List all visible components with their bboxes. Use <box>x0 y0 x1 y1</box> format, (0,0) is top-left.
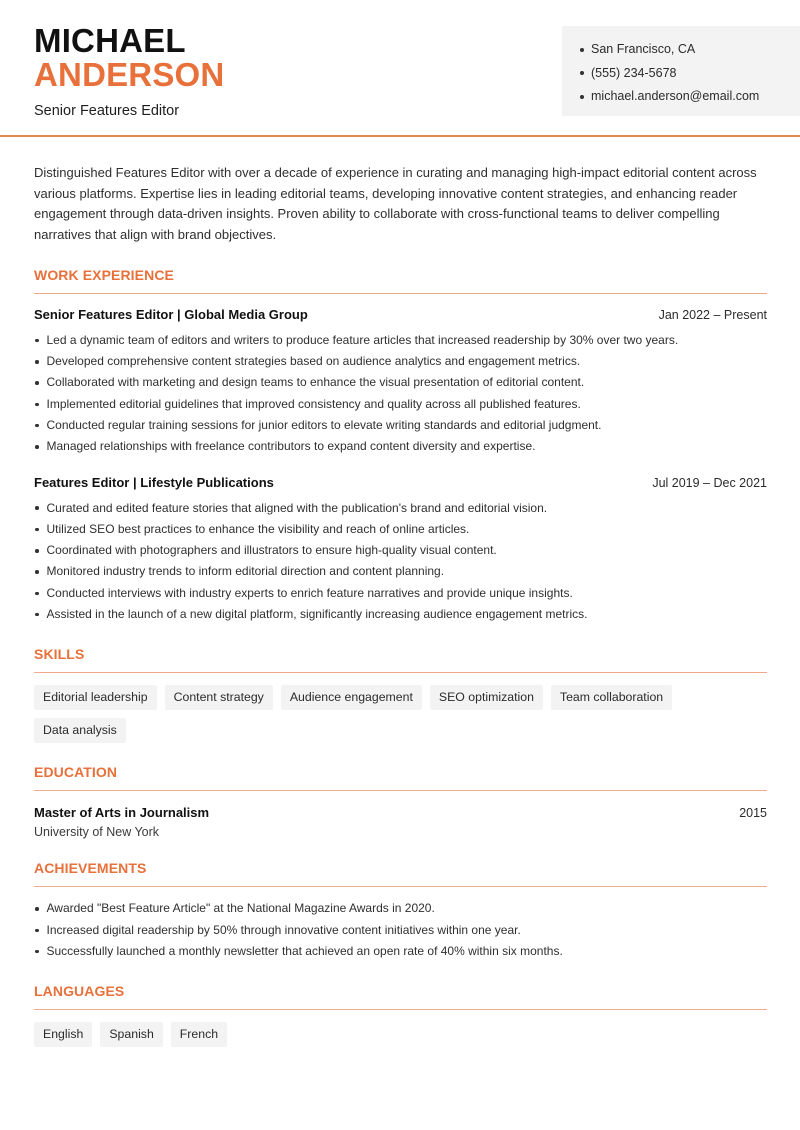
list-item <box>34 498 767 519</box>
work-experience-section <box>34 267 767 626</box>
list-item <box>34 330 767 351</box>
education-header <box>34 805 767 820</box>
bullet-icon <box>35 613 39 617</box>
job-bullets <box>34 498 767 626</box>
list-item-text: Conducted regular training sessions for junior editors to elevate writing standards and editorial judgment. <box>46 418 602 432</box>
bullet-icon <box>35 592 39 596</box>
list-item-text: Assisted in the launch of a new digital platform, significantly increasing audience engagement metrics. <box>46 607 588 622</box>
list-item <box>34 372 767 393</box>
section-heading: ACHIEVEMENTS <box>34 860 767 887</box>
job-title: Senior Features Editor <box>34 103 180 119</box>
achievements-section <box>34 860 767 962</box>
summary-paragraph: Distinguished Features Editor with over a decade of experience in curating and managing high-impact editorial content across various platforms. Expertise lies in leading editorial teams, developing innovative content strategies, and enhancing reader engagement through data-driven insights. Proven ability to collaborate with cross-functional teams to deliver compelling narratives that align with brand objectives. <box>34 165 757 243</box>
job-entry <box>34 307 767 458</box>
list-item <box>34 394 767 415</box>
education-section <box>34 764 767 839</box>
contact-location <box>580 38 800 62</box>
achievement-list <box>34 898 767 962</box>
section-heading: EDUCATION <box>34 764 767 791</box>
language-tag: Spanish <box>100 1022 162 1047</box>
list-item-text: Collaborated with marketing and design teams to enhance the visual presentation of editorial content. <box>46 375 585 390</box>
skill-tag: Team collaboration <box>551 685 672 710</box>
skill-tag: Content strategy <box>165 685 273 710</box>
list-item <box>34 436 767 457</box>
section-heading: LANGUAGES <box>34 983 767 1010</box>
list-item-text: Developed comprehensive content strategies based on audience analytics and engagement metrics. <box>46 354 581 369</box>
list-item-text: Curated and edited feature stories that aligned with the publication's brand and editorial vision. <box>46 500 548 515</box>
education-school: University of New York <box>34 825 160 840</box>
contact-email-text: michael.anderson@email.com <box>591 89 760 103</box>
list-item <box>34 920 767 941</box>
resume-body <box>0 163 800 1047</box>
bullet-icon <box>35 570 39 574</box>
job-role: Features Editor | Lifestyle Publications <box>34 474 274 490</box>
bullet-icon <box>35 549 39 553</box>
list-item <box>34 941 767 962</box>
skill-tag: Data analysis <box>34 718 126 743</box>
bullet-icon <box>35 528 39 532</box>
list-item-text: Conducted interviews with industry experts to enrich feature narratives and provide unique insights. <box>46 585 573 600</box>
list-item <box>34 561 767 582</box>
resume-header <box>0 0 800 137</box>
list-item <box>34 351 767 372</box>
list-item-text: Increased digital readership by 50% through innovative content initiatives within one year. <box>46 922 521 937</box>
job-bullets <box>34 330 767 458</box>
list-item <box>34 604 767 625</box>
languages-section <box>34 983 767 1047</box>
skill-tags <box>34 685 767 743</box>
list-item-text: Coordinated with photographers and illustrators to ensure high-quality visual content. <box>46 543 497 558</box>
bullet-icon <box>35 403 39 407</box>
bullet-icon <box>580 71 584 75</box>
contact-location-text: San Francisco, CA <box>591 42 696 56</box>
language-tags <box>34 1022 767 1047</box>
list-item-text: Implemented editorial guidelines that improved consistency and quality across all published features. <box>46 396 581 411</box>
language-tag: French <box>171 1022 227 1047</box>
name-block <box>34 24 224 119</box>
bullet-icon <box>35 339 39 343</box>
education-year: 2015 <box>739 806 767 821</box>
list-item <box>34 898 767 919</box>
skill-tag: Editorial leadership <box>34 685 157 710</box>
job-header <box>34 475 767 490</box>
list-item-text: Monitored industry trends to inform editorial direction and content planning. <box>46 564 445 579</box>
job-header <box>34 307 767 322</box>
skill-tag: SEO optimization <box>430 685 543 710</box>
last-name: ANDERSON <box>34 56 225 93</box>
bullet-icon <box>35 929 39 933</box>
job-role: Senior Features Editor | Global Media Group <box>34 306 308 322</box>
contact-email <box>580 85 800 109</box>
bullet-icon <box>35 445 39 449</box>
bullet-icon <box>35 424 39 428</box>
section-heading: SKILLS <box>34 646 767 673</box>
language-tag: English <box>34 1022 92 1047</box>
list-item-text: Led a dynamic team of editors and writers to produce feature articles that increased readership by 30% over two years. <box>46 332 679 347</box>
contact-phone <box>580 62 800 86</box>
list-item <box>34 415 767 436</box>
list-item <box>34 540 767 561</box>
bullet-icon <box>35 360 39 364</box>
job-entry <box>34 475 767 626</box>
bullet-icon <box>35 381 39 385</box>
list-item <box>34 583 767 604</box>
bullet-icon <box>35 907 39 911</box>
list-item-text: Managed relationships with freelance contributors to expand content diversity and expertise. <box>46 439 536 454</box>
job-dates: Jul 2019 – Dec 2021 <box>652 475 767 490</box>
bullet-icon <box>580 95 584 99</box>
section-heading: WORK EXPERIENCE <box>34 267 767 294</box>
contact-phone-text: (555) 234-5678 <box>591 65 677 80</box>
skills-section <box>34 646 767 743</box>
skill-tag: Audience engagement <box>281 685 422 710</box>
bullet-icon <box>35 950 39 954</box>
list-item-text: Utilized SEO best practices to enhance the visibility and reach of online articles. <box>46 521 470 536</box>
bullet-icon <box>580 48 584 52</box>
list-item-text: Awarded "Best Feature Article" at the National Magazine Awards in 2020. <box>46 901 435 916</box>
education-degree: Master of Arts in Journalism <box>34 805 210 821</box>
list-item-text: Successfully launched a monthly newsletter that achieved an open rate of 40% within six months. <box>46 943 563 958</box>
first-name: MICHAEL <box>34 22 186 59</box>
job-dates: Jan 2022 – Present <box>658 307 767 322</box>
bullet-icon <box>35 506 39 510</box>
contact-box <box>562 26 800 116</box>
list-item <box>34 519 767 540</box>
